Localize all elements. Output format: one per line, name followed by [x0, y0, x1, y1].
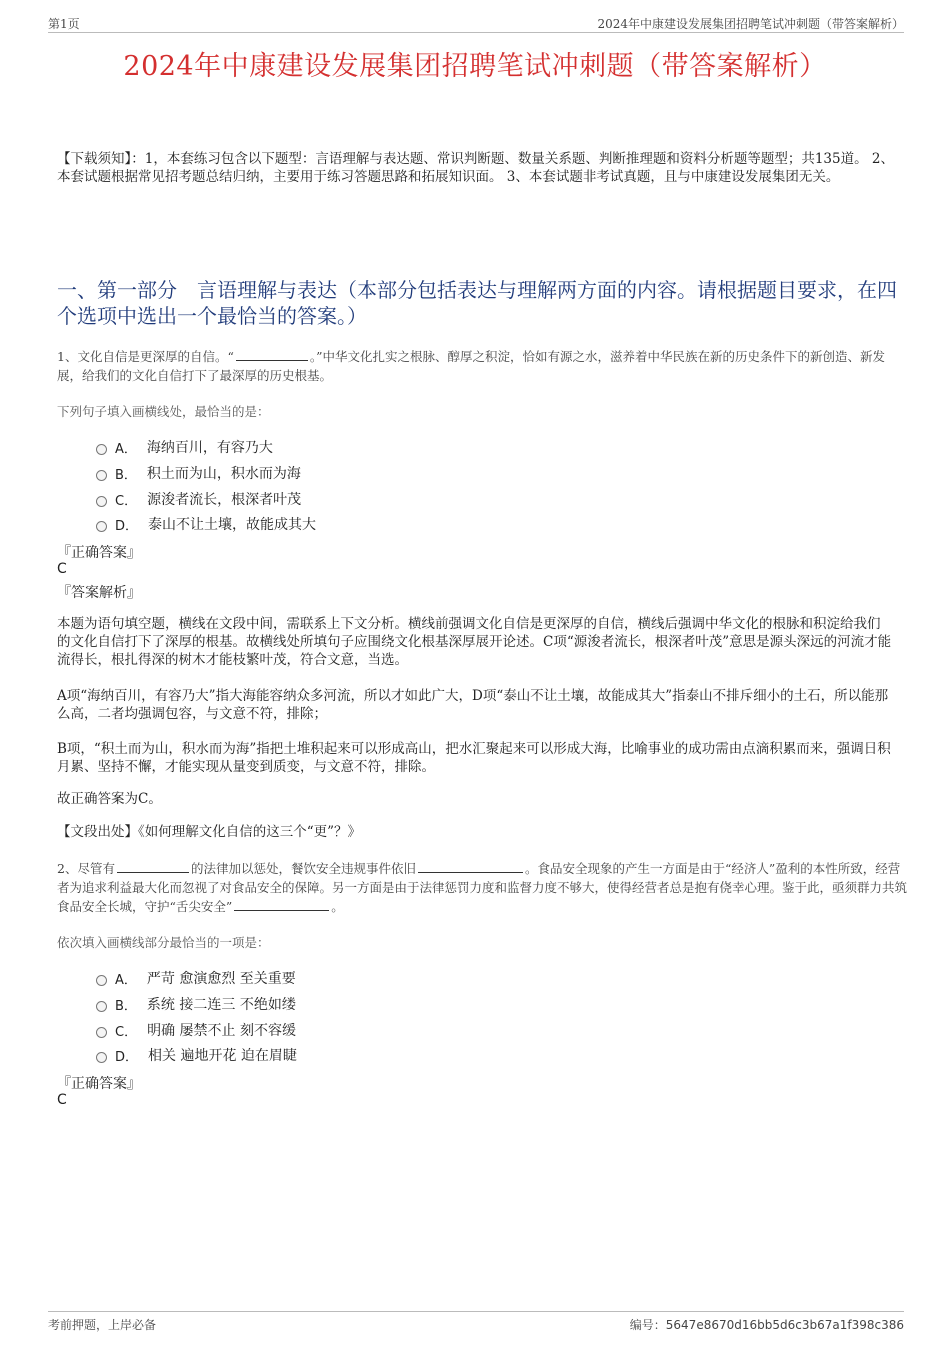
question-1-option-b[interactable]	[96, 463, 301, 483]
radio-icon[interactable]	[96, 496, 107, 507]
analysis-label: 『答案解析』	[57, 585, 141, 601]
question-2-stem-part-c: 。食品安全现象的产生一方面是由于“经济人”盈利的本性所致，经营者为追求利益最大化而忽视了对食品安全的保障。另一方面是由于法律惩罚力度和监督力度不够大，使得经营者总是抱有侥幸心理。鉴于此，亟须群力共筑食品安全长城，守护“舌尖安全”	[57, 861, 908, 914]
option-letter: C．	[115, 1024, 138, 1040]
correct-answer-value: C	[57, 561, 67, 577]
answer-blank	[117, 860, 189, 873]
option-text: 相关 遍地开花 迫在眉睫	[148, 1048, 297, 1064]
option-text: 海纳百川，有容乃大	[146, 440, 273, 456]
download-notice: 【下载须知】：1，本套练习包含以下题型：言语理解与表达题、常识判断题、数量关系题、判断推理题和资料分析题等题型；共135道。 2、本套试题根据常见招考题总结归纳，主要用于练习答题思路和拓展知识面。 3、本套试题非考试真题，且与中康建设发展集团无关。	[57, 151, 894, 185]
question-2-option-c[interactable]	[96, 1020, 296, 1040]
option-text: 泰山不让土壤，故能成其大	[148, 517, 317, 533]
radio-icon[interactable]	[96, 444, 107, 455]
answer-blank	[234, 898, 329, 911]
text-source: 【文段出处】《如何理解文化自信的这三个“更”？》	[57, 824, 362, 840]
option-text: 明确 屡禁不止 刻不容缓	[147, 1023, 296, 1039]
option-text: 积土而为山，积水而为海	[146, 466, 301, 482]
question-1-prompt: 下列句子填入画横线处，最恰当的是：	[57, 404, 270, 419]
question-2-option-a[interactable]	[96, 968, 296, 988]
header-doc-title: 2024年中康建设发展集团招聘笔试冲刺题（带答案解析）	[597, 17, 904, 31]
section-title: 一、第一部分 言语理解与表达（本部分包括表达与理解两方面的内容。请根据题目要求，在四个选项中选出一个最恰当的答案。）	[57, 278, 897, 328]
question-1-option-c[interactable]	[96, 489, 301, 509]
radio-icon[interactable]	[96, 1027, 107, 1038]
option-letter: C．	[115, 493, 138, 509]
answer-blank	[236, 348, 308, 361]
question-2-prompt: 依次填入画横线部分最恰当的一项是：	[57, 935, 270, 950]
radio-icon[interactable]	[96, 470, 107, 481]
radio-icon[interactable]	[96, 1052, 107, 1063]
option-letter: B．	[115, 467, 137, 483]
question-2-stem	[57, 859, 907, 916]
analysis-paragraph: B项，“积土而为山，积水而为海”指把土堆积起来可以形成高山，把水汇聚起来可以形成大海，比喻事业的成功需由点滴积累而来，强调日积月累、坚持不懈，才能实现从量变到质变，与文意不符，排除。	[57, 741, 891, 775]
radio-icon[interactable]	[96, 975, 107, 986]
footer-slogan: 考前押题，上岸必备	[48, 1318, 157, 1332]
question-1-stem-part-a: 1、文化自信是更深厚的自信。“	[57, 349, 234, 364]
correct-answer-label: 『正确答案』	[57, 1076, 141, 1092]
question-2-stem-part-d: 。	[331, 899, 344, 914]
code-label: 编号：	[629, 1318, 666, 1332]
analysis-paragraph: A项“海纳百川，有容乃大”指大海能容纳众多河流，所以才如此广大，D项“泰山不让土壤，故能成其大”指泰山不排斥细小的土石，所以能那么高，二者均强调包容，与文意不符，排除；	[57, 688, 889, 722]
radio-icon[interactable]	[96, 521, 107, 532]
option-text: 严苛 愈演愈烈 至关重要	[146, 971, 296, 987]
correct-answer-label: 『正确答案』	[57, 545, 141, 561]
question-2-option-b[interactable]	[96, 994, 296, 1014]
option-letter: D．	[115, 1049, 139, 1065]
question-1-stem	[57, 347, 907, 385]
answer-blank	[418, 860, 523, 873]
option-letter: A．	[115, 972, 137, 988]
option-letter: A．	[115, 441, 137, 457]
question-2-option-d[interactable]	[96, 1045, 297, 1065]
question-1-option-d[interactable]	[96, 514, 316, 534]
page-footer	[48, 1311, 904, 1332]
analysis-paragraph: 本题为语句填空题，横线在文段中间，需联系上下文分析。横线前强调文化自信是更深厚的自信，横线后强调中华文化的根脉和积淀给我们的文化自信打下了深厚的根基。故横线处所填句子应围绕文化根基深厚展开论述。C项“源浚者流长，根深者叶茂”意思是源头深远的河流才能流得长，根扎得深的树木才能枝繁叶茂，符合文意，当选。	[57, 616, 892, 668]
question-1-option-a[interactable]	[96, 437, 273, 457]
code-value: 5647e8670d16bb5d6c3b67a1f398c386	[665, 1318, 904, 1332]
question-2-stem-part-a: 2、尽管有	[57, 861, 115, 876]
page-header	[48, 12, 904, 33]
page-title: 2024年中康建设发展集团招聘笔试冲刺题（带答案解析）	[123, 51, 827, 82]
footer-code	[630, 1316, 904, 1333]
question-2-stem-part-b: 的法律加以惩处，餐饮安全违规事件依旧	[190, 861, 416, 876]
question-1-stem-part-b: 。”中华文化扎实之根脉、醇厚之积淀，恰如有源之水，滋养着中华民族在新的历史条件下的新创造、新发展，给我们的文化自信打下了最深厚的历史根基。	[57, 349, 886, 383]
analysis-paragraph: 故正确答案为C。	[57, 791, 162, 807]
option-letter: D．	[115, 518, 139, 534]
radio-icon[interactable]	[96, 1001, 107, 1012]
option-text: 源浚者流长，根深者叶茂	[147, 492, 302, 508]
option-text: 系统 接二连三 不绝如缕	[146, 997, 296, 1013]
correct-answer-value: C	[57, 1092, 67, 1108]
page-number: 第1页	[48, 17, 80, 31]
option-letter: B．	[115, 998, 137, 1014]
